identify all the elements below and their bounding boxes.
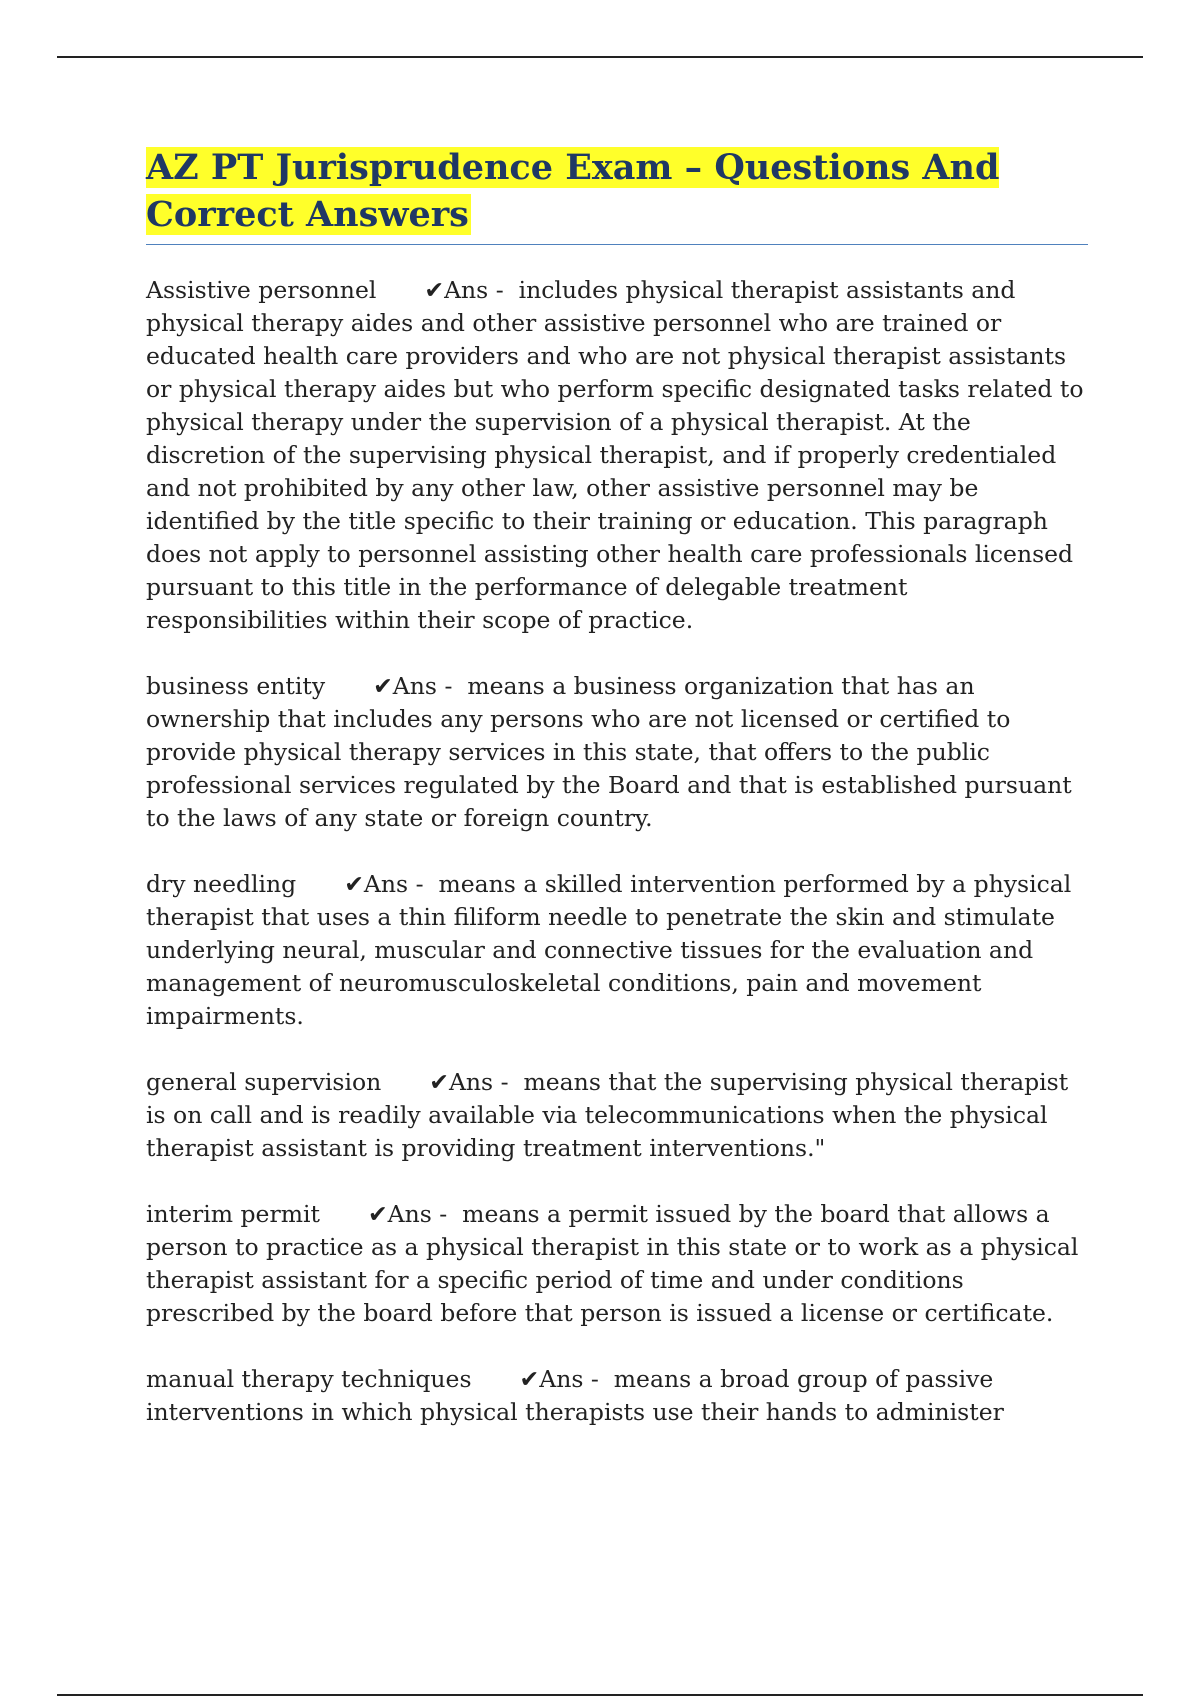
title-underline [146, 244, 1088, 245]
answer-marker: ✔Ans [424, 276, 489, 304]
page-top-rule [57, 56, 1143, 58]
entry-definition: means that the supervising physical therapist is on call and is readily available via telecommunications when the physical therapist assistant is providing treatment interventions." [146, 1068, 1069, 1162]
entry-term: manual therapy techniques [146, 1365, 472, 1393]
answer-separator: - [431, 1200, 463, 1228]
answer-separator: - [583, 1365, 614, 1393]
document-body [146, 144, 1088, 1462]
entry-definition: means a broad group of passive interventions in which physical therapists use their hands to administer [146, 1365, 1004, 1426]
qa-entry [146, 1363, 1088, 1429]
answer-separator: - [436, 672, 468, 700]
qa-entry [146, 868, 1088, 1033]
answer-marker: ✔Ans [344, 870, 409, 898]
page-bottom-rule [57, 1694, 1143, 1696]
entry-term: Assistive personnel [146, 276, 377, 304]
qa-entry [146, 1198, 1088, 1330]
answer-marker: ✔Ans [367, 1200, 432, 1228]
answer-separator: - [493, 1068, 524, 1096]
qa-list [146, 274, 1088, 1429]
qa-entry [146, 1066, 1088, 1165]
answer-marker: ✔Ans [519, 1365, 584, 1393]
entry-term: business entity [146, 672, 326, 700]
entry-definition: includes physical therapist assistants and physical therapy aides and other assistive personnel who are trained or educated health care providers and who are not physical therapist assistants or physical therapy aides but who perform specific designated tasks related to physical therapy under the supervision of a physical therapist. At the discretion of the supervising physical therapist, and if properly credentialed and not prohibited by any other law, other assistive personnel may be identified by the title specific to their training or education. This paragraph does not apply to personnel assisting other health care professionals licensed pursuant to this title in the performance of delegable treatment responsibilities within their scope of practice. [146, 276, 1084, 634]
entry-term: general supervision [146, 1068, 382, 1096]
entry-definition: means a permit issued by the board that allows a person to practice as a physical therapist in this state or to work as a physical therapist assistant for a specific period of time and under conditions prescribed by the board before that person is issued a license or certificate. [146, 1200, 1079, 1327]
answer-separator: - [408, 870, 439, 898]
entry-term: dry needling [146, 870, 297, 898]
document-title [146, 144, 1088, 238]
entry-definition: means a skilled intervention performed by a physical therapist that uses a thin filiform needle to penetrate the skin and stimulate underlying neural, muscular and connective tissues for the evaluation and management of neuromusculoskeletal conditions, pain and movement impairments. [146, 870, 1072, 1030]
answer-marker: ✔Ans [373, 672, 437, 700]
qa-entry [146, 274, 1088, 637]
answer-separator: - [488, 276, 519, 304]
title-highlight: AZ PT Jurisprudence Exam – Questions And Correct Answers [146, 147, 1000, 235]
qa-entry [146, 670, 1088, 835]
answer-marker: ✔Ans [429, 1068, 494, 1096]
entry-definition: means a business organization that has an ownership that includes any persons who are not licensed or certified to provide physical therapy services in this state, that offers to the public professional services regulated by the Board and that is established pursuant to the laws of any state or foreign country. [146, 672, 1072, 832]
entry-term: interim permit [146, 1200, 320, 1228]
